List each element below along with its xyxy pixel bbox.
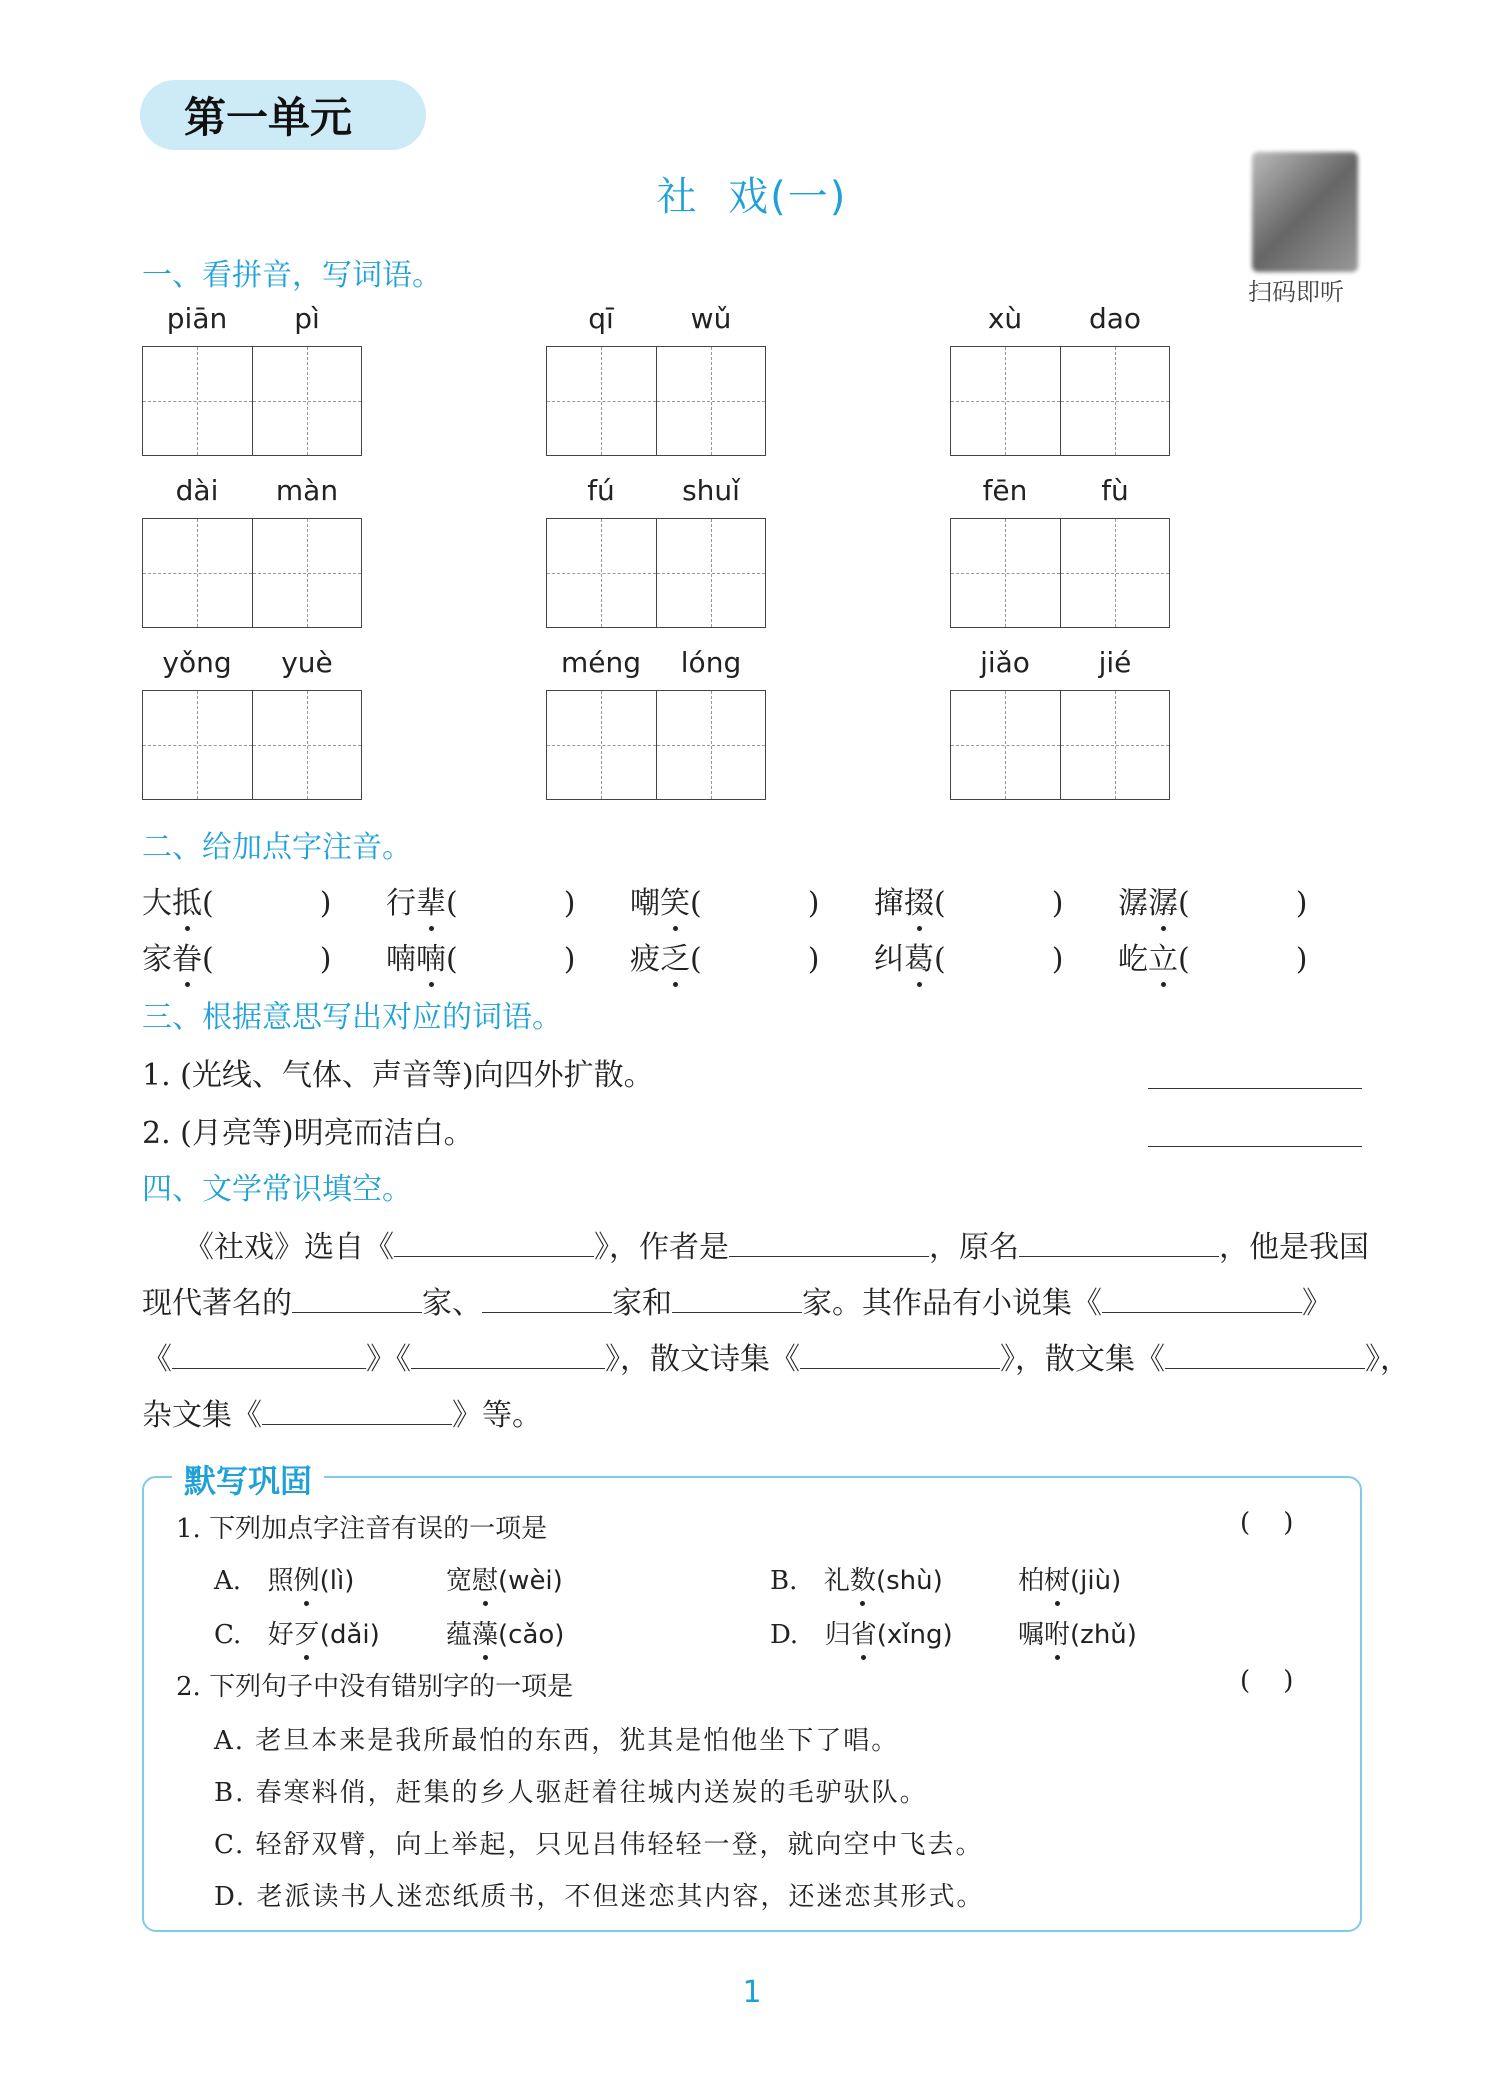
tianzige-cell[interactable] bbox=[547, 347, 657, 455]
q2-option-b[interactable]: B. 春寒料俏，赶集的乡人驱赶着往城内送炭的毛驴驮队。 bbox=[214, 1778, 928, 1808]
dotted-char: 抵 bbox=[172, 878, 202, 922]
qr-caption: 扫码即听 bbox=[1248, 278, 1344, 306]
lit-blank-prose-poems[interactable] bbox=[411, 1342, 605, 1369]
zhuyin-item[interactable] bbox=[630, 878, 819, 922]
meaning-1-answer-line[interactable] bbox=[1148, 1088, 1362, 1089]
paren-open: ( bbox=[690, 886, 702, 921]
lit-text: 家和 bbox=[612, 1286, 672, 1321]
paren-close: ) bbox=[563, 942, 576, 977]
lit-text: 杂文集《 bbox=[142, 1398, 262, 1433]
tianzige-box[interactable] bbox=[142, 518, 362, 628]
paren-close: ) bbox=[1295, 886, 1308, 921]
tianzige-box[interactable] bbox=[546, 690, 766, 800]
practice-title: 默写巩固 bbox=[172, 1456, 324, 1502]
lit-text: 》， bbox=[1365, 1342, 1410, 1377]
pinyin: (shù) bbox=[875, 1566, 943, 1596]
tianzige-cell[interactable] bbox=[951, 691, 1061, 799]
pinyin: (jiù) bbox=[1070, 1566, 1122, 1596]
tianzige-cell[interactable] bbox=[547, 519, 657, 627]
question-1: 1. 下列加点字注音有误的一项是 bbox=[176, 1514, 548, 1544]
pinyin-syllable: yuè bbox=[281, 646, 333, 679]
lit-text: 》等。 bbox=[452, 1398, 542, 1433]
paren-close: ) bbox=[807, 886, 820, 921]
zhuyin-item[interactable] bbox=[1118, 934, 1307, 978]
lit-blank-essays[interactable] bbox=[1165, 1342, 1365, 1369]
lit-blank-author[interactable] bbox=[729, 1230, 929, 1257]
meaning-1: 1. (光线、气体、声音等)向四外扩散。 bbox=[142, 1058, 654, 1093]
question-1-answer[interactable]: ( ) bbox=[1240, 1508, 1294, 1538]
dotted-char: 咐 bbox=[1044, 1614, 1070, 1651]
lit-line-3 bbox=[142, 1334, 1410, 1378]
tianzige-cell[interactable] bbox=[657, 347, 766, 455]
lit-blank-zawen[interactable] bbox=[262, 1398, 452, 1425]
option-letter: D. bbox=[770, 1620, 799, 1650]
tianzige-cell[interactable] bbox=[1061, 691, 1170, 799]
dotted-char: 例 bbox=[294, 1560, 320, 1597]
tianzige-cell[interactable] bbox=[143, 519, 253, 627]
paren-open: ( bbox=[934, 886, 946, 921]
char: 蕴 bbox=[446, 1620, 473, 1650]
tianzige-box[interactable] bbox=[142, 346, 362, 456]
lit-text: 》 bbox=[1302, 1286, 1332, 1321]
section-3-heading: 三、根据意思写出对应的词语。 bbox=[142, 1000, 562, 1035]
char: 归 bbox=[824, 1620, 851, 1650]
zhuyin-item[interactable] bbox=[874, 878, 1063, 922]
zhuyin-item[interactable] bbox=[386, 878, 575, 922]
char: 屹 bbox=[1118, 942, 1148, 977]
unit-label: 第一单元 bbox=[140, 80, 426, 150]
pinyin-syllable: fēn bbox=[982, 474, 1028, 507]
q1-option-b-2 bbox=[1018, 1560, 1121, 1597]
paren-close: ) bbox=[1295, 942, 1308, 977]
tianzige-cell[interactable] bbox=[143, 347, 253, 455]
q1-option-d[interactable] bbox=[770, 1614, 953, 1651]
lit-text: 家、 bbox=[422, 1286, 482, 1321]
pinyin-syllable: méng bbox=[560, 646, 642, 679]
dotted-char: 辈 bbox=[416, 878, 446, 922]
qr-code-image[interactable] bbox=[1252, 152, 1358, 272]
pinyin-syllable: piān bbox=[166, 302, 228, 335]
char: 宽 bbox=[446, 1566, 473, 1596]
char: 家 bbox=[142, 942, 172, 977]
q1-option-d-2 bbox=[1018, 1614, 1137, 1651]
zhuyin-item[interactable] bbox=[874, 934, 1063, 978]
pinyin-syllable: jié bbox=[1098, 646, 1132, 679]
paren-open: ( bbox=[446, 886, 458, 921]
lit-blank-novel-1[interactable] bbox=[1102, 1286, 1302, 1313]
dotted-char: 眷 bbox=[172, 934, 202, 978]
pinyin: (wèi) bbox=[498, 1566, 563, 1596]
dotted-char: 掇 bbox=[904, 878, 934, 922]
char: 嘲 bbox=[630, 886, 660, 921]
section-2-heading: 二、给加点字注音。 bbox=[142, 830, 412, 865]
tianzige-cell[interactable] bbox=[143, 691, 253, 799]
paren-open: ( bbox=[202, 886, 214, 921]
lit-text: 《社戏》选自《 bbox=[184, 1230, 394, 1265]
q2-option-c[interactable]: C. 轻舒双臂，向上举起，只见吕伟轻轻一登，就向空中飞去。 bbox=[214, 1830, 984, 1860]
char: 行 bbox=[386, 886, 416, 921]
char: 撺 bbox=[874, 886, 904, 921]
tianzige-box[interactable] bbox=[142, 690, 362, 800]
dotted-char: 藻 bbox=[472, 1614, 498, 1651]
lit-text: 》，散文集《 bbox=[1000, 1342, 1165, 1377]
paren-close: ) bbox=[319, 886, 332, 921]
pinyin: (cǎo) bbox=[498, 1620, 565, 1650]
dotted-char: 省 bbox=[851, 1614, 877, 1651]
lit-text: 》，散文诗集《 bbox=[605, 1342, 800, 1377]
q1-option-a[interactable] bbox=[214, 1560, 354, 1597]
pinyin: (dǎi) bbox=[319, 1620, 380, 1650]
tianzige-cell[interactable] bbox=[253, 347, 362, 455]
pinyin-syllable: dao bbox=[1088, 302, 1142, 335]
pinyin-syllable: qī bbox=[588, 302, 614, 335]
page-number: 1 bbox=[742, 1975, 762, 2010]
char: 大 bbox=[142, 886, 172, 921]
tianzige-box[interactable] bbox=[950, 346, 1170, 456]
pinyin: (xǐng) bbox=[876, 1620, 953, 1650]
char: 柏 bbox=[1018, 1566, 1045, 1596]
pinyin-syllable: wǔ bbox=[690, 302, 732, 335]
char: 嘱 bbox=[1018, 1620, 1045, 1650]
paren-close: ) bbox=[563, 886, 576, 921]
char: 潺 bbox=[1118, 886, 1148, 921]
char: 好 bbox=[267, 1620, 294, 1650]
tianzige-box[interactable] bbox=[546, 518, 766, 628]
lit-text: 》《 bbox=[366, 1342, 411, 1377]
q1-option-c[interactable] bbox=[214, 1614, 380, 1651]
char: 喃 bbox=[386, 942, 416, 977]
paren-close: ) bbox=[807, 942, 820, 977]
q2-option-a[interactable]: A. 老旦本来是我所最怕的东西，犹其是怕他坐下了唱。 bbox=[214, 1726, 900, 1756]
zhuyin-item[interactable] bbox=[142, 934, 331, 978]
paren-open: ( bbox=[690, 942, 702, 977]
dotted-char: 潺 bbox=[1148, 878, 1178, 922]
tianzige-box[interactable] bbox=[546, 346, 766, 456]
tianzige-cell[interactable] bbox=[951, 519, 1061, 627]
lit-blank-novel-2[interactable] bbox=[172, 1342, 366, 1369]
q1-option-c-2 bbox=[446, 1614, 564, 1651]
pinyin-syllable: fù bbox=[1101, 474, 1129, 507]
paren-open: ( bbox=[202, 942, 214, 977]
pinyin-syllable: dài bbox=[175, 474, 219, 507]
paren-open: ( bbox=[1178, 942, 1190, 977]
pinyin-syllable: lóng bbox=[680, 646, 742, 679]
pinyin-syllable: yǒng bbox=[162, 646, 232, 679]
paren-close: ) bbox=[1051, 886, 1064, 921]
lit-blank-real-name[interactable] bbox=[1019, 1230, 1219, 1257]
q1-option-b[interactable] bbox=[770, 1560, 943, 1597]
tianzige-box[interactable] bbox=[950, 690, 1170, 800]
char: 纠 bbox=[874, 942, 904, 977]
meaning-2-answer-line[interactable] bbox=[1148, 1146, 1362, 1147]
page-title: 社 戏(一) bbox=[656, 174, 848, 220]
zhuyin-item[interactable] bbox=[386, 934, 575, 978]
tianzige-cell[interactable] bbox=[657, 519, 766, 627]
pinyin-syllable: xù bbox=[987, 302, 1023, 335]
zhuyin-item[interactable] bbox=[142, 878, 331, 922]
tianzige-box[interactable] bbox=[950, 518, 1170, 628]
option-letter: C. bbox=[214, 1620, 242, 1650]
pinyin: (lì) bbox=[319, 1566, 355, 1596]
meaning-2: 2. (月亮等)明亮而洁白。 bbox=[142, 1116, 474, 1151]
char: 疲 bbox=[630, 942, 660, 977]
pinyin-syllable: jiǎo bbox=[980, 646, 1030, 679]
dotted-char: 喃 bbox=[416, 934, 446, 978]
tianzige-cell[interactable] bbox=[253, 519, 362, 627]
dotted-char: 慰 bbox=[472, 1560, 498, 1597]
lit-blank-source[interactable] bbox=[394, 1230, 594, 1257]
lit-blank-role-2[interactable] bbox=[482, 1286, 612, 1313]
pinyin-syllable: màn bbox=[275, 474, 339, 507]
lit-text: 家。其作品有小说集《 bbox=[802, 1286, 1102, 1321]
dotted-char: 葛 bbox=[904, 934, 934, 978]
pinyin: (zhǔ) bbox=[1070, 1620, 1137, 1650]
tianzige-cell[interactable] bbox=[951, 347, 1061, 455]
paren-open: ( bbox=[934, 942, 946, 977]
char: 礼 bbox=[823, 1566, 850, 1596]
dotted-char: 数 bbox=[850, 1560, 876, 1597]
dotted-char: 笑 bbox=[660, 878, 690, 922]
lit-blank-role-3[interactable] bbox=[672, 1286, 802, 1313]
q1-option-a-2 bbox=[446, 1560, 563, 1597]
pinyin-syllable: shuǐ bbox=[682, 474, 740, 507]
tianzige-cell[interactable] bbox=[1061, 347, 1170, 455]
zhuyin-item[interactable] bbox=[1118, 878, 1307, 922]
tianzige-cell[interactable] bbox=[1061, 519, 1170, 627]
dotted-char: 树 bbox=[1044, 1560, 1070, 1597]
lit-line-1 bbox=[142, 1222, 1372, 1266]
option-letter: A. bbox=[214, 1566, 242, 1596]
lit-blank-role-1[interactable] bbox=[292, 1286, 422, 1313]
lit-blank-prose[interactable] bbox=[800, 1342, 1000, 1369]
dotted-char: 歹 bbox=[294, 1614, 320, 1651]
question-2-answer[interactable]: ( ) bbox=[1240, 1666, 1294, 1696]
paren-open: ( bbox=[446, 942, 458, 977]
paren-close: ) bbox=[319, 942, 332, 977]
zhuyin-item[interactable] bbox=[630, 934, 819, 978]
option-letter: B. bbox=[770, 1566, 798, 1596]
dotted-char: 乏 bbox=[660, 934, 690, 978]
question-2: 2. 下列句子中没有错别字的一项是 bbox=[176, 1672, 574, 1702]
pinyin-syllable: fú bbox=[587, 474, 615, 507]
tianzige-cell[interactable] bbox=[547, 691, 657, 799]
q2-option-d[interactable]: D. 老派读书人迷恋纸质书，不但迷恋其内容，还迷恋其形式。 bbox=[214, 1882, 985, 1912]
lit-line-2 bbox=[142, 1278, 1332, 1322]
pinyin-syllable: pì bbox=[294, 302, 320, 335]
lit-line-4 bbox=[142, 1390, 542, 1434]
section-4-heading: 四、文学常识填空。 bbox=[142, 1172, 412, 1207]
char: 照 bbox=[267, 1566, 294, 1596]
lit-text: ，原名 bbox=[929, 1230, 1019, 1265]
paren-open: ( bbox=[1178, 886, 1190, 921]
section-1-heading: 一、看拼音，写词语。 bbox=[142, 258, 442, 293]
paren-close: ) bbox=[1051, 942, 1064, 977]
tianzige-cell[interactable] bbox=[253, 691, 362, 799]
lit-text: 》，作者是 bbox=[594, 1230, 729, 1265]
dotted-char: 立 bbox=[1148, 934, 1178, 978]
lit-text: 现代著名的 bbox=[142, 1286, 292, 1321]
tianzige-cell[interactable] bbox=[657, 691, 766, 799]
lit-text: ，他是我国 bbox=[1219, 1230, 1369, 1265]
lit-text: 《 bbox=[142, 1342, 172, 1377]
